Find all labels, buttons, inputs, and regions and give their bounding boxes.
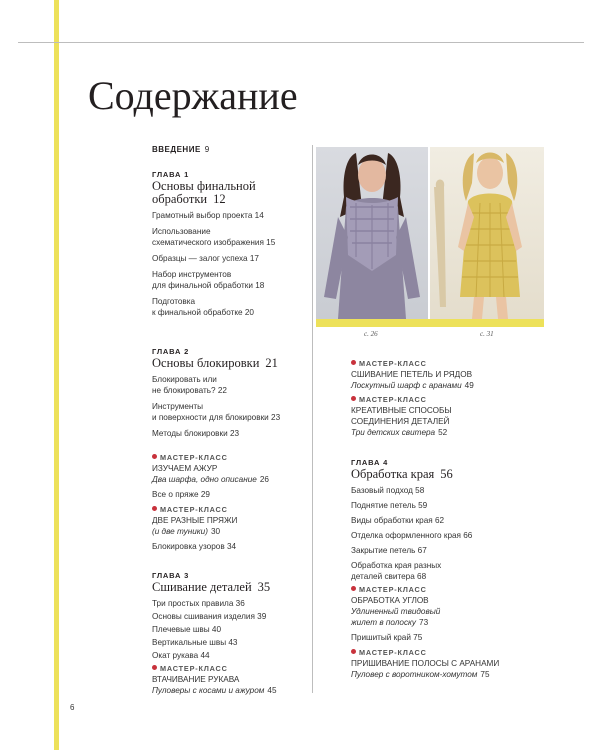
chapter-2-title[interactable]: Основы блокировки 21 <box>152 356 278 370</box>
toc-entry[interactable]: Пришитый край 75 <box>351 633 423 642</box>
chapter-2 <box>152 347 302 552</box>
master-class-label: МАСТЕР-КЛАСС <box>152 664 302 674</box>
red-bullet-icon <box>351 649 356 654</box>
toc-entry[interactable]: Закрытие петель 67 <box>351 546 427 555</box>
photo-caption-2: с. 31 <box>480 330 494 338</box>
master-class-subtitle: Удлиненный твидовый <box>351 607 441 616</box>
chapter-1-title-line2: обработки <box>152 192 208 206</box>
photo-lace-scarf-illustration <box>316 147 428 319</box>
column-divider <box>312 145 313 693</box>
master-class-subtitle: Три детских свитера 52 <box>351 428 448 437</box>
toc-entry[interactable]: Виды обработки края 62 <box>351 516 445 525</box>
chapter-1-title[interactable] <box>152 180 302 206</box>
photo-yellow-tunic-illustration <box>430 147 544 319</box>
toc-entry[interactable]: Основы сшивания изделия 39 <box>152 612 267 621</box>
master-class-aran-band[interactable] <box>351 648 551 680</box>
toc-entry[interactable]: Инструменты и поверхности для блокировки 23 <box>152 402 281 422</box>
master-class-title: ИЗУЧАЕМ АЖУР <box>152 464 218 473</box>
chapter-3-label: ГЛАВА 3 <box>152 571 190 580</box>
chapter-4-title[interactable]: Обработка края 56 <box>351 467 453 481</box>
toc-entry[interactable]: Поднятие петель 59 <box>351 501 428 510</box>
master-class-subtitle: Пуловеры с косами и ажуром 45 <box>152 686 277 695</box>
toc-entry[interactable]: Вертикальные швы 43 <box>152 638 238 647</box>
chapter-1-label: ГЛАВА 1 <box>152 170 190 179</box>
red-bullet-icon <box>351 396 356 401</box>
master-class-title: ВТАЧИВАНИЕ РУКАВА <box>152 675 240 684</box>
red-bullet-icon <box>152 454 157 459</box>
master-class-title: ПРИШИВАНИЕ ПОЛОСЫ С АРАНАМИ <box>351 659 500 668</box>
page-title: Содержание <box>88 73 298 118</box>
master-class-title-line2: СОЕДИНЕНИЯ ДЕТАЛЕЙ <box>351 417 450 426</box>
top-rule <box>18 42 584 43</box>
master-class-corners[interactable] <box>351 585 551 628</box>
master-class-title: СШИВАНИЕ ПЕТЕЛЬ И РЯДОВ <box>351 370 473 379</box>
master-class-label: МАСТЕР-КЛАСС <box>351 359 551 369</box>
toc-entry[interactable]: Использование схематического изображения 15 <box>152 227 276 247</box>
red-bullet-icon <box>152 506 157 511</box>
toc-entry[interactable]: Обработка края разных деталей свитера 68 <box>351 561 442 581</box>
toc-entry[interactable]: Методы блокировки 23 <box>152 429 240 438</box>
red-bullet-icon <box>152 665 157 670</box>
master-class-seaming[interactable] <box>351 359 551 391</box>
master-class-label: МАСТЕР-КЛАСС <box>351 395 551 405</box>
chapter-1 <box>152 170 302 318</box>
master-class-creative-joins[interactable] <box>351 395 551 438</box>
toc-left-column <box>152 145 302 700</box>
chapter-3 <box>152 571 302 696</box>
master-class-subtitle: Два шарфа, одно описание 26 <box>152 475 269 484</box>
chapter-1-page: 12 <box>213 192 226 206</box>
toc-entry[interactable]: Окат рукава 44 <box>152 651 210 660</box>
toc-entry[interactable]: Три простых правила 36 <box>152 599 245 608</box>
master-class-subtitle: (и две туники) 30 <box>152 527 221 536</box>
toc-entry[interactable]: Подготовка к финальной обработке 20 <box>152 297 254 317</box>
chapter-2-label: ГЛАВА 2 <box>152 347 190 356</box>
intro-page: 9 <box>204 145 210 154</box>
yellow-margin-bar <box>54 0 59 750</box>
master-class-label: МАСТЕР-КЛАСС <box>351 648 551 658</box>
master-class-subtitle: Пуловер с воротником-хомутом 75 <box>351 670 490 679</box>
toc-entry[interactable]: Блокировка узоров 34 <box>152 542 237 551</box>
toc-right-column <box>351 356 551 684</box>
photo-strip <box>316 147 544 328</box>
chapter-3-title[interactable]: Сшивание деталей 35 <box>152 580 271 594</box>
toc-entry[interactable]: Грамотный выбор проекта 14 <box>152 211 264 220</box>
photo-lace-scarf <box>316 147 428 319</box>
toc-entry[interactable]: Базовый подход 58 <box>351 486 425 495</box>
page-number: 6 <box>70 703 75 712</box>
toc-entry[interactable]: Плечевые швы 40 <box>152 625 222 634</box>
master-class-title: ДВЕ РАЗНЫЕ ПРЯЖИ <box>152 516 238 525</box>
toc-entry[interactable]: Набор инструментов для финальной обработки 18 <box>152 270 265 290</box>
master-class-title: КРЕАТИВНЫЕ СПОСОБЫ <box>351 406 452 415</box>
intro-label: ВВЕДЕНИЕ <box>152 145 201 154</box>
photo-caption-1: с. 26 <box>364 330 378 338</box>
master-class-subtitle: Лоскутный шарф с аранами 49 <box>351 381 474 390</box>
master-class-sleeve[interactable] <box>152 664 302 696</box>
toc-entry[interactable]: Блокировать или не блокировать? 22 <box>152 375 227 395</box>
master-class-label: МАСТЕР-КЛАСС <box>351 585 551 595</box>
red-bullet-icon <box>351 360 356 365</box>
toc-entry[interactable]: Все о пряже 29 <box>152 490 210 499</box>
master-class-two-yarns[interactable] <box>152 505 302 537</box>
chapter-1-title-line1: Основы финальной <box>152 179 256 193</box>
master-class-lace[interactable] <box>152 453 302 485</box>
chapter-4-label: ГЛАВА 4 <box>351 458 389 467</box>
master-class-label: МАСТЕР-КЛАСС <box>152 453 302 463</box>
toc-entry[interactable]: Образцы — залог успеха 17 <box>152 254 259 263</box>
chapter-4 <box>351 458 551 680</box>
photo-yellow-band <box>316 319 544 327</box>
master-class-label: МАСТЕР-КЛАСС <box>152 505 302 515</box>
master-class-title: ОБРАБОТКА УГЛОВ <box>351 596 429 605</box>
toc-intro[interactable] <box>152 145 302 154</box>
toc-entry[interactable]: Отделка оформленного края 66 <box>351 531 473 540</box>
master-class-subtitle-line2: жилет в полоску 73 <box>351 618 429 627</box>
photo-yellow-tunic <box>430 147 544 319</box>
red-bullet-icon <box>351 586 356 591</box>
